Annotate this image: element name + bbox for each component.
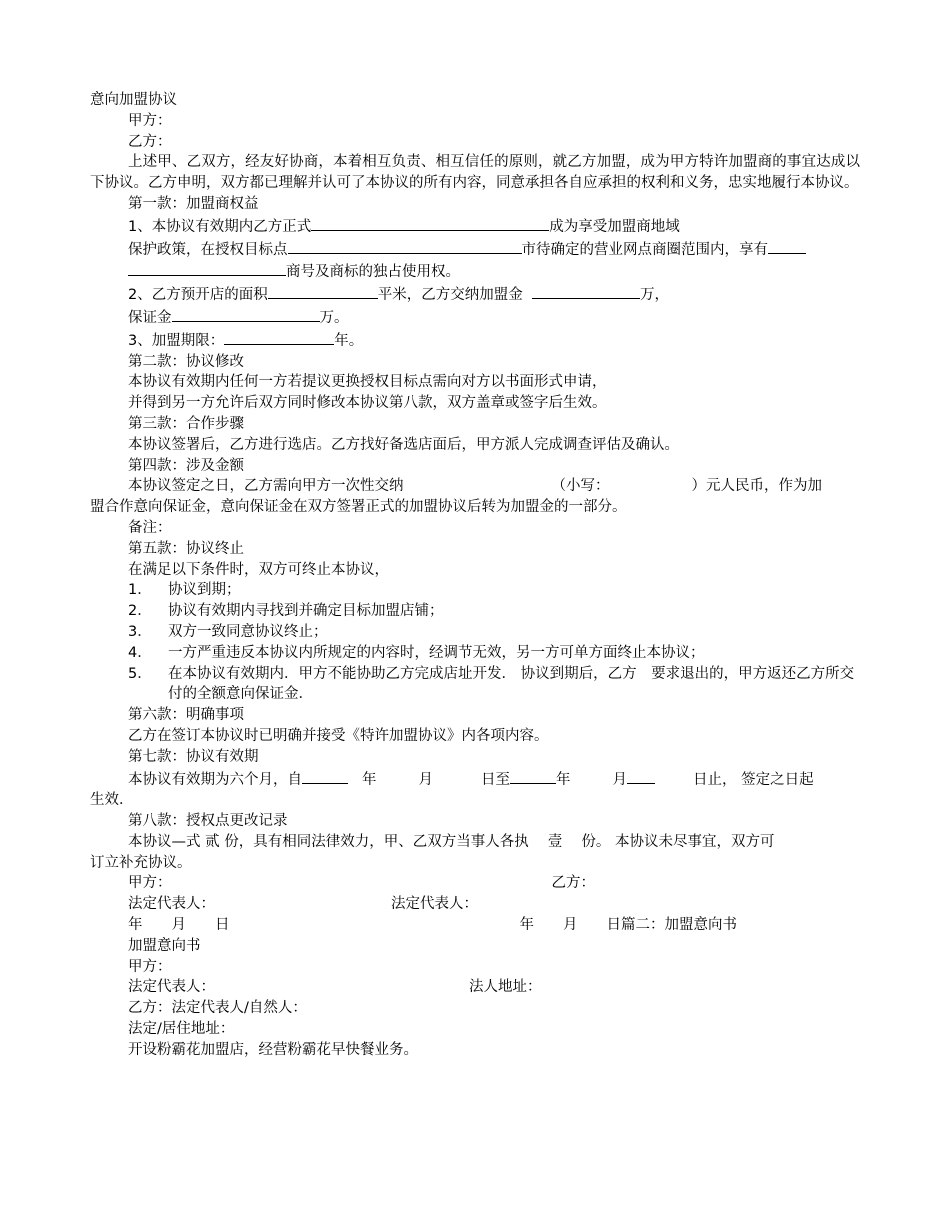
remark-line: 备注： xyxy=(128,519,172,536)
section-6-line-1: 乙方在签订本协议时已明确并接受《特许加盟协议》内各项内容。 xyxy=(128,727,549,744)
section-4-line-2: 盟合作意向保证金，意向保证金在双方签署正式的加盟协议后转为加盟金的一部分。 xyxy=(90,499,627,516)
section-5-title: 第五款：协议终止 xyxy=(128,540,244,557)
list-item: 5． 在本协议有效期内．甲方不能协助乙方完成店址开发． 协议到期后，乙方 要求退出的，甲方返还乙方所交付的全额意向保证金． xyxy=(128,665,855,703)
section-7-line-2: 生效． xyxy=(90,792,134,809)
section-1-line-3: 商号及商标的独占使用权。 xyxy=(90,260,860,283)
blank-field xyxy=(288,238,522,254)
letter-business: 开设粉霸花加盟店，经营粉霸花早快餐业务。 xyxy=(128,1041,418,1058)
signature-dates: 年 月 日 年 月 日篇二：加盟意向书 xyxy=(128,917,737,934)
section-7-line-1: 本协议有效期为六个月，自 年 月 日至 年 月 日止， 签定之日起 xyxy=(90,768,860,791)
document-page xyxy=(90,90,860,1061)
list-item: 3． 双方一致同意协议终止； xyxy=(128,623,328,640)
section-2-title: 第二款：协议修改 xyxy=(128,353,244,370)
section-3-title: 第三款：合作步骤 xyxy=(128,415,244,432)
section-1-line-6: 3、加盟期限： 年。 xyxy=(90,329,860,352)
blank-field xyxy=(172,306,320,322)
list-item: 2． 协议有效期内寻找到并确定目标加盟店铺； xyxy=(128,603,444,620)
section-1-line-4: 2、乙方预开店的面积 平米，乙方交纳加盟金 万， xyxy=(90,283,860,306)
blank-field xyxy=(510,768,556,784)
section-2-line-1: 本协议有效期内任何一方若提议更换授权目标点需向对方以书面形式申请， xyxy=(128,374,607,391)
letter-title: 加盟意向书 xyxy=(128,937,201,954)
list-item: 4． 一方严重违反本协议内所规定的内容时，经调节无效，另一方可单方面终止本协议； xyxy=(128,644,705,661)
blank-field xyxy=(768,238,806,254)
blank-field xyxy=(311,215,549,231)
section-8-title: 第八款：授权点更改记录 xyxy=(128,813,288,830)
section-1-line-2: 保护政策，在授权目标点 市待确定的营业网点商圈范围内，享有 xyxy=(90,238,860,261)
blank-field xyxy=(268,283,378,299)
section-4-line-1: 本协议签定之日，乙方需向甲方一次性交纳 （小写： ）元人民币，作为加 xyxy=(128,478,822,495)
letter-party-b: 乙方：法定代表人/自然人： xyxy=(128,1000,307,1017)
blank-field xyxy=(532,283,640,299)
section-8-line-1: 本协议—式 贰 份，具有相同法律效力，甲、乙双方当事人各执 壹 份。 本协议未尽事宜，双方可 xyxy=(128,833,775,850)
letter-representative: 法定代表人： 法人地址： xyxy=(128,979,542,996)
section-1-line-1: 1、本协议有效期内乙方正式 成为享受加盟商地域 xyxy=(90,215,860,238)
signature-representatives: 法定代表人： 法定代表人： xyxy=(128,896,478,913)
intro-paragraph: 上述甲、乙双方，经友好协商，本着相互负责、相互信任的原则，就乙方加盟，成为甲方特许加盟商的事宜达成以下协议。乙方申明，双方都已理解并认可了本协议的所有内容，同意承担各自应承担的权利和义务，忠实地履行本协议。 xyxy=(90,154,860,192)
blank-field xyxy=(627,768,655,784)
section-1-line-5: 保证金 万。 xyxy=(90,306,860,329)
signature-parties: 甲方： 乙方： xyxy=(128,875,595,892)
list-item: 1． 协议到期； xyxy=(128,582,241,599)
section-5-intro: 在满足以下条件时，双方可终止本协议， xyxy=(128,561,389,578)
section-2-line-2: 并得到另一方允许后双方同时修改本协议第八款，双方盖章或签字后生效。 xyxy=(128,395,607,412)
blank-field xyxy=(128,260,286,276)
section-3-line-1: 本协议签署后，乙方进行选店。乙方找好备选店面后，甲方派人完成调查评估及确认。 xyxy=(128,436,679,453)
section-6-title: 第六款：明确事项 xyxy=(128,707,244,724)
section-1-title: 第一款：加盟商权益 xyxy=(128,195,259,212)
section-7-title: 第七款：协议有效期 xyxy=(128,748,259,765)
blank-field xyxy=(224,329,334,345)
party-b-line: 乙方： xyxy=(128,133,172,150)
section-4-title: 第四款：涉及金额 xyxy=(128,457,244,474)
party-a-line: 甲方： xyxy=(128,112,172,129)
doc-title: 意向加盟协议 xyxy=(90,92,177,108)
letter-address: 法定/居住地址： xyxy=(128,1021,235,1038)
blank-field xyxy=(302,768,348,784)
section-8-line-2: 订立补充协议。 xyxy=(90,854,192,871)
letter-party-a: 甲方： xyxy=(128,958,172,975)
